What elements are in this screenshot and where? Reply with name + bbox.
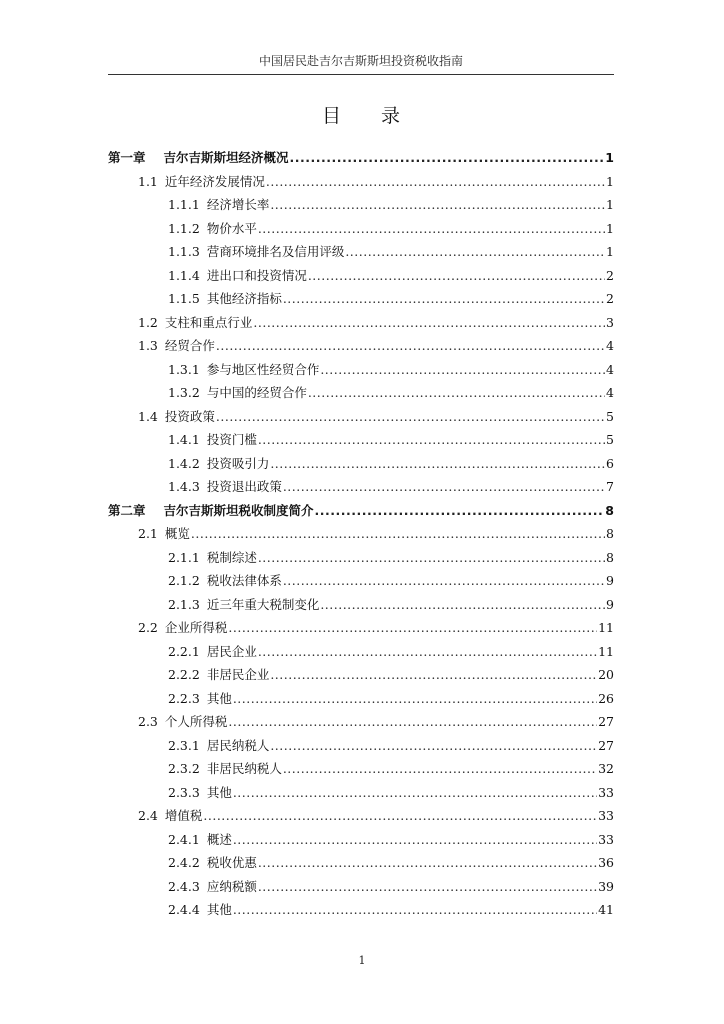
toc-entry[interactable] — [108, 757, 614, 781]
toc-leader-dots — [315, 499, 605, 523]
page-number: 1 — [358, 954, 366, 967]
toc-entry-text — [168, 781, 232, 805]
toc-entry-title: 其他经济指标 — [206, 291, 282, 306]
toc-entry-title: 支柱和重点行业 — [164, 314, 253, 330]
toc-entry[interactable] — [108, 710, 614, 734]
toc-entry-text — [168, 546, 257, 570]
toc-entry-text — [108, 499, 314, 523]
toc-entry-page: 2 — [606, 267, 614, 283]
toc-leader-dots — [320, 593, 605, 617]
toc-entry-text — [168, 287, 282, 311]
toc-leader-dots — [258, 428, 605, 452]
toc-entry[interactable] — [108, 405, 614, 429]
toc-entry-page: 3 — [606, 314, 614, 330]
toc-entry-number: 2.4.3 — [168, 878, 200, 894]
toc-entry-text — [168, 358, 319, 382]
toc-entry[interactable] — [108, 898, 614, 922]
toc-entry-number: 2.3.3 — [168, 784, 200, 800]
toc-entry-number: 1.1.5 — [168, 291, 200, 306]
toc-entry[interactable] — [108, 428, 614, 452]
toc-entry-page: 5 — [606, 432, 614, 447]
toc-entry[interactable] — [108, 452, 614, 476]
toc-entry-number: 1.4 — [138, 408, 158, 424]
toc-entry-title: 近年经济发展情况 — [164, 173, 265, 189]
toc-entry-page: 1 — [606, 173, 614, 189]
toc-entry-number: 1.1.3 — [168, 244, 200, 259]
toc-entry[interactable] — [108, 381, 614, 405]
toc-leader-dots — [345, 240, 605, 264]
toc-entry-number: 1.3 — [138, 338, 158, 353]
toc-entry-title: 进出口和投资情况 — [206, 267, 307, 283]
toc-entry-text — [168, 828, 232, 852]
toc-entry-page: 26 — [598, 690, 614, 706]
toc-entry-text — [168, 428, 257, 452]
toc-entry-page: 27 — [598, 737, 614, 753]
toc-leader-dots — [283, 757, 597, 781]
table-of-contents — [108, 146, 614, 922]
toc-entry-title: 非居民纳税人 — [206, 761, 282, 776]
toc-leader-dots — [228, 616, 597, 640]
toc-leader-dots — [258, 217, 605, 241]
toc-entry-title: 税制综述 — [206, 549, 257, 565]
toc-entry-text — [138, 405, 215, 429]
toc-entry[interactable] — [108, 240, 614, 264]
toc-entry-text — [138, 710, 227, 734]
toc-leader-dots — [320, 358, 605, 382]
toc-entry[interactable] — [108, 334, 614, 358]
toc-entry-text — [138, 522, 190, 546]
toc-entry[interactable] — [108, 593, 614, 617]
toc-leader-dots — [258, 851, 597, 875]
toc-entry[interactable] — [108, 522, 614, 546]
toc-entry[interactable] — [108, 616, 614, 640]
toc-leader-dots — [258, 875, 597, 899]
toc-entry-title: 非居民企业 — [206, 667, 270, 682]
toc-entry[interactable] — [108, 781, 614, 805]
toc-entry[interactable] — [108, 475, 614, 499]
toc-entry-number: 2.2.1 — [168, 643, 200, 659]
toc-leader-dots — [233, 828, 597, 852]
toc-leader-dots — [270, 452, 605, 476]
toc-entry-page: 4 — [606, 385, 614, 400]
toc-leader-dots — [216, 405, 605, 429]
toc-leader-dots — [283, 287, 605, 311]
toc-entry[interactable] — [108, 217, 614, 241]
toc-entry-title: 应纳税额 — [206, 878, 257, 894]
toc-entry-title: 投资退出政策 — [206, 479, 282, 494]
toc-entry-text — [108, 146, 289, 170]
toc-entry-page: 27 — [598, 714, 614, 729]
toc-entry-page: 2 — [606, 291, 614, 306]
toc-entry-page: 41 — [598, 902, 614, 917]
toc-entry-text — [168, 217, 257, 241]
toc-entry-text — [168, 734, 269, 758]
toc-entry-page: 5 — [606, 408, 614, 424]
toc-entry-page: 4 — [606, 338, 614, 353]
toc-leader-dots — [253, 311, 605, 335]
toc-entry-number: 2.3.2 — [168, 761, 200, 776]
toc-entry-title: 其他 — [206, 902, 232, 917]
toc-entry-text — [168, 640, 257, 664]
toc-entry-title: 吉尔吉斯斯坦经济概况 — [163, 150, 289, 165]
page-header: 中国居民赴吉尔吉斯斯坦投资税收指南 — [108, 52, 614, 75]
toc-entry-text — [168, 452, 269, 476]
toc-entry-number: 2.2.3 — [168, 690, 200, 706]
toc-entry-title: 增值税 — [164, 808, 203, 823]
toc-entry-page: 1 — [606, 244, 614, 259]
toc-entry[interactable] — [108, 311, 614, 335]
toc-entry-number: 2.4.1 — [168, 831, 200, 847]
toc-entry-page: 1 — [605, 150, 614, 165]
toc-entry-text — [168, 193, 269, 217]
toc-leader-dots — [233, 898, 597, 922]
toc-entry-text — [138, 334, 215, 358]
toc-entry-page: 7 — [606, 479, 614, 494]
toc-entry-page: 9 — [606, 573, 614, 588]
toc-entry-title: 企业所得税 — [164, 620, 228, 635]
toc-leader-dots — [290, 146, 605, 170]
toc-entry-text — [168, 687, 232, 711]
toc-entry-text — [168, 663, 269, 687]
toc-entry-page: 1 — [606, 220, 614, 236]
toc-entry-number: 2.1 — [138, 526, 158, 541]
toc-entry-text — [168, 757, 282, 781]
toc-entry-number: 2.3.1 — [168, 737, 200, 753]
toc-leader-dots — [308, 264, 605, 288]
toc-leader-dots — [258, 546, 605, 570]
toc-entry-text — [168, 264, 307, 288]
toc-entry[interactable] — [108, 569, 614, 593]
toc-entry-number: 1.3.2 — [168, 385, 200, 400]
toc-leader-dots — [228, 710, 597, 734]
toc-entry-number: 1.2 — [138, 314, 158, 330]
toc-entry-page: 1 — [606, 197, 614, 212]
toc-entry-title: 吉尔吉斯斯坦税收制度简介 — [163, 502, 314, 518]
toc-entry-text — [138, 311, 252, 335]
toc-entry-page: 33 — [598, 831, 614, 847]
toc-chapter-entry[interactable] — [108, 499, 614, 523]
toc-entry-title: 其他 — [206, 690, 232, 706]
toc-entry-number: 2.1.2 — [168, 573, 200, 588]
toc-entry-number: 第二章 — [108, 502, 146, 518]
toc-entry[interactable] — [108, 170, 614, 194]
toc-entry[interactable] — [108, 734, 614, 758]
toc-entry-title: 个人所得税 — [164, 714, 228, 729]
toc-leader-dots — [216, 334, 605, 358]
toc-entry-number: 2.3 — [138, 714, 158, 729]
toc-entry-title: 近三年重大税制变化 — [206, 596, 320, 612]
toc-entry-title: 投资政策 — [164, 408, 215, 424]
toc-entry-text — [138, 616, 227, 640]
toc-chapter-entry[interactable] — [108, 146, 614, 170]
toc-entry-page: 33 — [598, 808, 614, 823]
toc-entry-title: 经贸合作 — [164, 338, 215, 353]
toc-leader-dots — [258, 640, 597, 664]
toc-entry-number: 2.4.2 — [168, 855, 200, 870]
toc-entry-number: 第一章 — [108, 150, 146, 165]
toc-entry-number: 1.4.2 — [168, 455, 200, 471]
toc-leader-dots — [308, 381, 605, 405]
toc-entry[interactable] — [108, 804, 614, 828]
toc-entry-title: 税收法律体系 — [206, 573, 282, 588]
toc-leader-dots — [270, 663, 597, 687]
toc-entry-text — [168, 569, 282, 593]
toc-leader-dots — [233, 781, 597, 805]
toc-entry-page: 8 — [606, 526, 614, 541]
toc-entry-title: 概览 — [164, 526, 190, 541]
toc-entry-number: 2.2.2 — [168, 667, 200, 682]
toc-entry[interactable] — [108, 287, 614, 311]
toc-entry-number: 2.1.1 — [168, 549, 200, 565]
toc-entry-title: 物价水平 — [206, 220, 257, 236]
toc-entry[interactable] — [108, 546, 614, 570]
toc-entry-page: 36 — [598, 855, 614, 870]
toc-leader-dots — [270, 193, 605, 217]
toc-entry[interactable] — [108, 875, 614, 899]
toc-entry-title: 与中国的经贸合作 — [206, 385, 307, 400]
toc-leader-dots — [283, 475, 605, 499]
toc-entry-title: 参与地区性经贸合作 — [206, 361, 320, 377]
toc-leader-dots — [270, 734, 597, 758]
toc-entry-page: 33 — [598, 784, 614, 800]
toc-entry[interactable] — [108, 851, 614, 875]
toc-entry-page: 8 — [606, 549, 614, 565]
toc-leader-dots — [266, 170, 605, 194]
toc-entry-page: 9 — [606, 596, 614, 612]
toc-entry-page: 39 — [598, 878, 614, 894]
toc-leader-dots — [283, 569, 605, 593]
toc-entry-number: 1.1.2 — [168, 220, 200, 236]
toc-entry[interactable] — [108, 193, 614, 217]
toc-entry-title: 营商环境排名及信用评级 — [206, 244, 345, 259]
toc-leader-dots — [233, 687, 597, 711]
toc-entry-number: 2.4 — [138, 808, 158, 823]
toc-entry-number: 1.3.1 — [168, 361, 200, 377]
toc-entry-text — [168, 593, 319, 617]
toc-entry-number: 2.2 — [138, 620, 158, 635]
toc-entry[interactable] — [108, 663, 614, 687]
toc-entry-number: 2.1.3 — [168, 596, 200, 612]
toc-title: 目录 — [321, 105, 440, 127]
toc-entry-title: 投资门槛 — [206, 432, 257, 447]
toc-entry[interactable] — [108, 358, 614, 382]
toc-entry-text — [168, 475, 282, 499]
toc-entry-number: 2.4.4 — [168, 902, 200, 917]
toc-entry[interactable] — [108, 640, 614, 664]
toc-entry-page: 8 — [605, 502, 614, 518]
toc-entry[interactable] — [108, 264, 614, 288]
toc-entry-page: 32 — [598, 761, 614, 776]
toc-entry-page: 4 — [606, 361, 614, 377]
toc-entry-title: 居民纳税人 — [206, 737, 270, 753]
toc-leader-dots — [203, 804, 597, 828]
toc-entry-number: 1.1.1 — [168, 197, 200, 212]
toc-entry-title: 经济增长率 — [206, 197, 270, 212]
toc-entry-text — [138, 804, 202, 828]
toc-entry-title: 其他 — [206, 784, 232, 800]
toc-leader-dots — [191, 522, 605, 546]
toc-entry-page: 11 — [598, 620, 614, 635]
toc-entry-page: 6 — [606, 455, 614, 471]
toc-entry-page: 20 — [598, 667, 614, 682]
toc-entry-text — [138, 170, 265, 194]
toc-entry-page: 11 — [598, 643, 614, 659]
toc-entry-number: 1.1.4 — [168, 267, 200, 283]
toc-entry-title: 概述 — [206, 831, 232, 847]
toc-entry-text — [168, 240, 344, 264]
toc-entry-number: 1.4.1 — [168, 432, 200, 447]
toc-entry-number: 1.4.3 — [168, 479, 200, 494]
toc-entry-title: 居民企业 — [206, 643, 257, 659]
toc-entry[interactable] — [108, 687, 614, 711]
toc-entry-title: 投资吸引力 — [206, 455, 270, 471]
toc-entry-title: 税收优惠 — [206, 855, 257, 870]
toc-entry-text — [168, 381, 307, 405]
toc-entry-number: 1.1 — [138, 173, 158, 189]
toc-entry[interactable] — [108, 828, 614, 852]
toc-entry-text — [168, 875, 257, 899]
toc-entry-text — [168, 898, 232, 922]
toc-entry-text — [168, 851, 257, 875]
